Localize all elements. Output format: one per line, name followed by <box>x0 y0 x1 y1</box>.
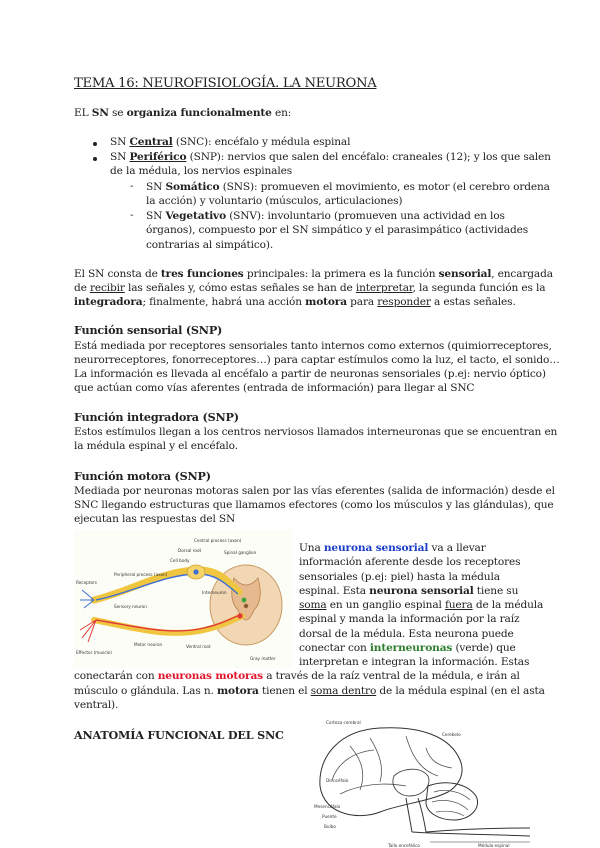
neurona-line: conectar con interneuronas (verde) que <box>299 642 516 654</box>
neurona-line: soma en un ganglio espinal fuera de la médula <box>299 599 544 611</box>
figure-label: Central process (axon) <box>194 538 242 543</box>
neurona-line: sensoriales (p.ej: piel) hasta la médula <box>299 571 500 583</box>
figure-label: Tallo encefálico <box>388 843 420 848</box>
motor-cell-body <box>237 613 242 618</box>
sensorial-line: La información es llevada al encéfalo a partir de neuronas sensoriales (p.ej: nervio óptico) <box>74 368 546 380</box>
bullet-marker <box>93 157 97 161</box>
integradora-line: la médula espinal y el encéfalo. <box>74 440 238 452</box>
figure-label: Spinal ganglion <box>224 550 257 555</box>
sensorial-line: que actúan como vías aferentes (entrada de información) para llegar al SNC <box>74 382 475 394</box>
list-item-periferico: SN Periférico (SNP): nervios que salen del encéfalo: craneales (12); y los que salen <box>110 151 551 163</box>
neurona-line: información aferente desde los receptores <box>299 556 521 568</box>
figure-label: Interneuron <box>202 590 227 595</box>
bullet-marker <box>93 142 97 146</box>
heading-motora: Función motora (SNP) <box>74 469 211 483</box>
neurona-line: espinal y manda la información por la raíz <box>299 613 520 625</box>
figure-label: Bulbo <box>324 824 336 829</box>
list-item-vegetativo-cont: órganos), compuesto por el SN simpático y el parasimpático (actividades <box>146 224 528 236</box>
figure-label: Effector (muscle) <box>76 650 112 655</box>
figure-label: Cerebelo <box>442 732 461 737</box>
heading-sensorial: Función sensorial (SNP) <box>74 323 223 337</box>
neurona-line: interpretan e integran la información. Estas <box>299 656 530 668</box>
figure-label: Motor neuron <box>134 642 163 647</box>
neurona-line: ventral). <box>74 699 119 711</box>
figure-label: Receptors <box>76 580 97 585</box>
figure-label: Médula espinal <box>478 843 510 848</box>
list-item-somatico-cont: la acción) y voluntario (músculos, articulaciones) <box>146 195 403 207</box>
neurona-line: conectarán con neuronas motoras a través de la raíz ventral de la médula, e irán al <box>74 670 520 682</box>
heading-anatomia: ANATOMÍA FUNCIONAL DEL SNC <box>74 728 284 742</box>
sensory-cell-body <box>193 569 198 574</box>
cerebrum-outline <box>320 728 462 816</box>
neurona-line: dorsal de la médula. Esta neurona puede <box>299 628 514 640</box>
dash-marker: - <box>130 209 134 221</box>
sensorial-line: neurorreceptores, fonorreceptores…) para captar estímulos como la luz, el tacto, el sonido… <box>74 354 560 366</box>
cerebellum-folia <box>432 790 470 816</box>
brain-anatomy-figure <box>310 716 532 848</box>
central-canal <box>244 604 248 608</box>
functions-line-2: de recibir las señales y, cómo estas señales se han de interpretar, la segunda función es la <box>74 282 546 294</box>
diencephalon <box>393 769 429 796</box>
intro-line: EL SN se organiza funcionalmente en: <box>74 107 292 119</box>
list-item-somatico: SN Somático (SNS): promueven el movimiento, es motor (el cerebro ordena <box>146 181 550 193</box>
neurona-line: músculo o glándula. Las n. motora tienen el soma dentro de la médula espinal (en el asta <box>74 685 545 697</box>
gyri-lines <box>332 736 452 794</box>
motora-line: Mediada por neuronas motoras salen por las vías eferentes (salida de información) desde el <box>74 485 555 497</box>
neurona-line: espinal. Esta neurona sensorial tiene su <box>299 585 519 597</box>
figure-label: Ventral root <box>186 644 211 649</box>
functions-line-1: El SN consta de tres funciones principales: la primera es la función sensorial, encargada <box>74 268 553 280</box>
list-item-vegetativo-cont2: contrarias al simpático). <box>146 239 274 251</box>
figure-label: Sensory neuron <box>114 604 147 609</box>
list-item-periferico-cont: de la médula, los nervios espinales <box>110 165 292 177</box>
heading-integradora: Función integradora (SNP) <box>74 410 239 424</box>
figure-label: Diencéfalo <box>326 778 349 783</box>
motora-line: ejecutan las respuestas del SN <box>74 513 236 525</box>
list-item-vegetativo: SN Vegetativo (SNV): involuntario (promueven una actividad en los <box>146 210 505 222</box>
figure-label: Corteza cerebral <box>326 720 361 725</box>
sensorial-line: Está mediada por receptores sensoriales tanto internos como externos (quimiorreceptores, <box>74 340 552 352</box>
brainstem <box>406 798 426 832</box>
figure-label: Mesencéfalo <box>314 804 341 809</box>
figure-label: Dorsal root <box>178 548 202 553</box>
list-item-central: SN Central (SNC): encéfalo y médula espinal <box>110 136 351 148</box>
figure-label: Puente <box>322 814 337 819</box>
motora-line: SNC llegando estructuras que llamamos efectores (como los músculos y las glándulas), que <box>74 499 554 511</box>
figure-label: Cell body <box>170 558 190 563</box>
integradora-line: Estos estímulos llegan a los centros nerviosos llamados interneuronas que se encuentran en <box>74 426 558 438</box>
spinal-cord-outline <box>412 828 530 836</box>
dash-marker: - <box>130 180 134 192</box>
interneuron-cell <box>242 598 247 603</box>
neurona-line: Una neurona sensorial va a llevar <box>299 542 486 554</box>
figure-label: Gray matter <box>250 656 276 661</box>
reflex-arc-figure <box>74 530 292 668</box>
page-title: TEMA 16: NEUROFISIOLOGÍA. LA NEURONA <box>74 76 377 91</box>
figure-label: Peripheral process (axon) <box>114 572 168 577</box>
functions-line-3: integradora; finalmente, habrá una acción motora para responder a estas señales. <box>74 296 516 308</box>
